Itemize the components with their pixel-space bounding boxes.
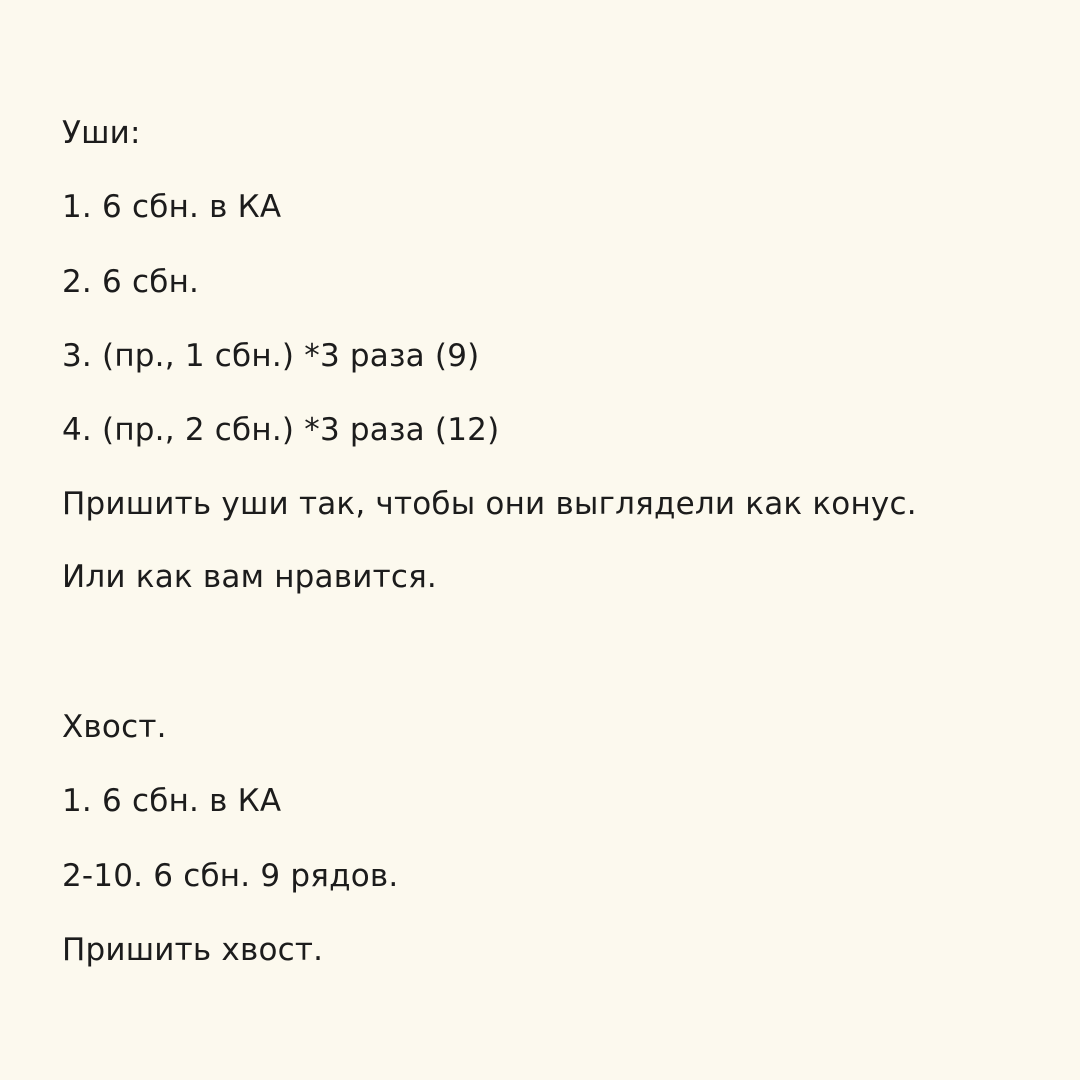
ears-row-2: 2. 6 сбн. xyxy=(62,264,200,300)
tail-row-2: 2-10. 6 сбн. 9 рядов. xyxy=(62,858,399,894)
tail-row-1: 1. 6 сбн. в КА xyxy=(62,783,282,819)
ears-row-4: 4. (пр., 2 сбн.) *3 раза (12) xyxy=(62,412,500,448)
ears-row-3: 3. (пр., 1 сбн.) *3 раза (9) xyxy=(62,338,480,374)
ears-instruction-alt: Или как вам нравится. xyxy=(62,559,437,595)
tail-heading: Хвост. xyxy=(62,709,167,745)
tail-instruction: Пришить хвост. xyxy=(62,932,324,968)
ears-instruction: Пришить уши так, чтобы они выглядели как конус. xyxy=(62,486,917,522)
ears-row-1: 1. 6 сбн. в КА xyxy=(62,189,282,225)
ears-heading: Уши: xyxy=(62,115,141,151)
